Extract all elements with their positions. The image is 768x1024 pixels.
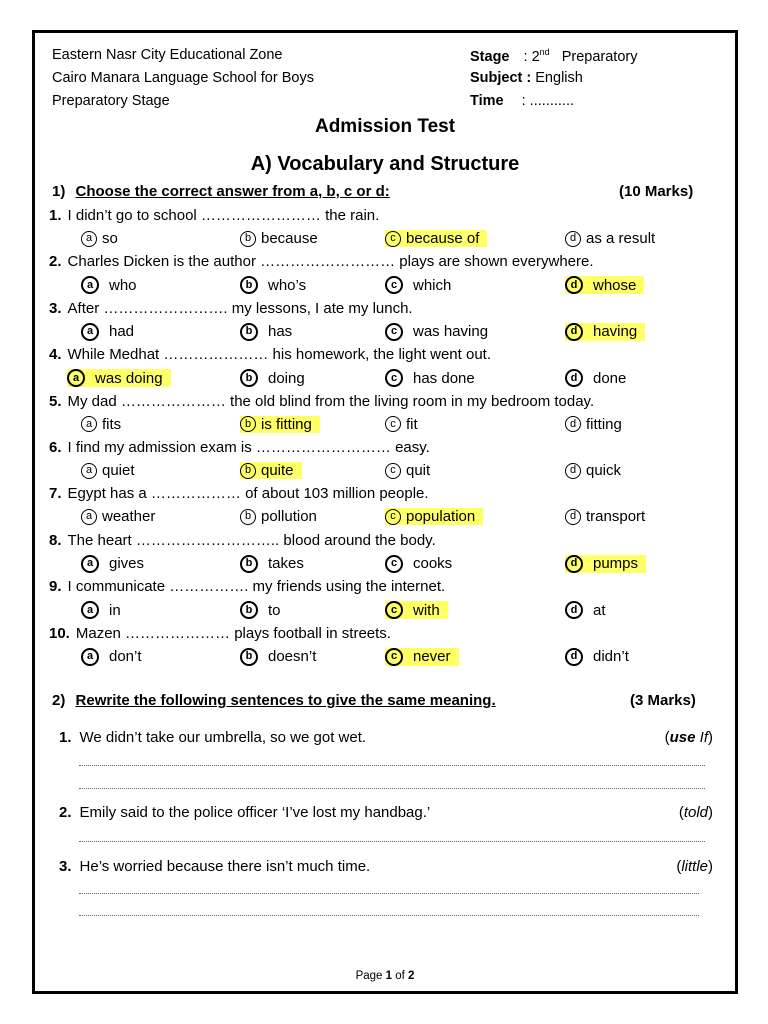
option-letter-circle: d: [565, 509, 581, 525]
option-text: because of: [406, 230, 480, 247]
option-text: quick: [586, 462, 622, 479]
option-letter-circle: b: [240, 555, 258, 573]
option-text: has done: [413, 369, 475, 387]
question-7-option-d[interactable]: [565, 508, 645, 525]
option-text: quite: [261, 462, 294, 479]
option-letter-circle: c: [385, 648, 403, 666]
section-a-title: A) Vocabulary and Structure: [250, 153, 520, 175]
question-text: I find my admission exam is ……………………… easy.: [67, 439, 430, 456]
page-footer: [35, 970, 735, 982]
option-letter-circle: b: [240, 416, 256, 432]
rewrite-hint-part: told: [683, 804, 708, 821]
option-text: doesn’t: [268, 648, 317, 666]
question-text: Charles Dicken is the author ……………………… plays are shown everywhere.: [67, 253, 594, 271]
question-6-option-c[interactable]: [385, 462, 430, 479]
option-text: pumps: [593, 555, 639, 573]
question-3-option-a[interactable]: [81, 323, 134, 341]
question-text: Mazen ………………… plays football in streets.: [75, 624, 391, 642]
question-number: 7.: [49, 485, 62, 503]
part2-num: 2): [52, 692, 66, 709]
option-letter-circle: d: [565, 648, 583, 666]
question-7: [49, 485, 429, 502]
option-text: cooks: [413, 555, 453, 573]
question-5: [49, 393, 594, 410]
question-5-option-a[interactable]: [81, 416, 121, 433]
stage-sup: nd: [539, 47, 550, 57]
page-title: Admission Test: [314, 116, 456, 137]
option-letter-circle: d: [565, 463, 581, 479]
question-1-option-c[interactable]: [385, 230, 487, 247]
option-letter-circle: d: [565, 555, 583, 573]
question-number: 9.: [49, 578, 62, 596]
option-text: to: [268, 601, 281, 619]
option-text: fitting: [586, 415, 622, 433]
option-letter-circle: a: [81, 323, 99, 341]
stage-value: : 2: [523, 48, 540, 65]
option-text: done: [593, 369, 627, 387]
option-letter-circle: b: [240, 648, 258, 666]
question-3: [49, 300, 413, 317]
question-text: After ……………………. my lessons, I ate my lunch.: [67, 299, 413, 317]
option-text: has: [268, 323, 293, 341]
option-text: was doing: [95, 369, 163, 387]
part2-text: Rewrite the following sentences to give the same meaning.: [75, 692, 496, 709]
footer-of-word: of: [395, 970, 405, 982]
question-5-option-b[interactable]: [240, 416, 320, 433]
question-1: [49, 207, 379, 224]
question-1-option-d[interactable]: [565, 230, 655, 247]
rewrite-hint-part: ): [708, 729, 713, 746]
question-8-option-b[interactable]: [240, 555, 304, 573]
option-text: having: [593, 323, 638, 341]
option-letter-circle: b: [240, 601, 258, 619]
option-letter-circle: c: [385, 555, 403, 573]
question-4: [49, 346, 491, 363]
question-number: 6.: [49, 439, 62, 456]
option-letter-circle: b: [240, 509, 256, 525]
question-4-option-d[interactable]: [565, 369, 626, 387]
question-number: 5.: [49, 392, 62, 410]
question-text: My dad ………………… the old blind from the living room in my bedroom today.: [67, 392, 595, 410]
question-10-option-d[interactable]: [565, 648, 629, 666]
question-7-option-b[interactable]: [240, 508, 317, 525]
option-text: doing: [268, 369, 305, 387]
question-3-option-c[interactable]: [385, 323, 488, 341]
question-1-option-a[interactable]: [81, 230, 118, 247]
question-text: I didn’t go to school …………………… the rain.: [67, 207, 380, 224]
question-10-option-a[interactable]: [81, 648, 142, 666]
question-number: 3.: [49, 299, 62, 317]
rewrite-number: 2.: [59, 804, 72, 821]
option-letter-circle: c: [385, 323, 403, 341]
option-letter-circle: b: [240, 323, 258, 341]
rewrite-number: 1.: [59, 729, 72, 746]
answer-line[interactable]: [79, 841, 705, 842]
option-text: which: [413, 276, 452, 294]
question-number: 10.: [49, 624, 70, 642]
rewrite-3: [59, 858, 370, 875]
option-text: gives: [109, 555, 145, 573]
school-text: Cairo Manara Language School for Boys: [52, 70, 314, 86]
option-text: pollution: [261, 508, 317, 526]
option-text: takes: [268, 555, 304, 573]
question-7-option-c[interactable]: [385, 508, 483, 525]
rewrite-1: [59, 729, 366, 746]
option-letter-circle: d: [565, 601, 583, 619]
question-2-option-a[interactable]: [81, 276, 137, 294]
question-5-option-c[interactable]: [385, 416, 418, 433]
option-letter-circle: a: [81, 601, 99, 619]
stage-label: Stage: [470, 48, 510, 65]
question-9-option-a[interactable]: [81, 601, 121, 619]
question-6: [49, 439, 430, 456]
option-letter-circle: c: [385, 416, 401, 432]
option-text: in: [109, 601, 121, 619]
question-text: While Medhat ………………… his homework, the light went out.: [67, 346, 492, 364]
question-8-option-d[interactable]: [565, 555, 646, 573]
rewrite-hint-part: little: [681, 858, 708, 875]
rewrite-hint-part: If: [695, 729, 708, 746]
rewrite-hint-part: (: [664, 729, 670, 746]
option-letter-circle: c: [385, 463, 401, 479]
option-letter-circle: c: [385, 601, 403, 619]
option-letter-circle: a: [67, 369, 85, 387]
question-6-option-d[interactable]: [565, 462, 621, 479]
question-number: 4.: [49, 346, 62, 364]
option-letter-circle: d: [565, 416, 581, 432]
question-text: Egypt has a ……………… of about 103 million people.: [67, 485, 429, 503]
option-letter-circle: b: [240, 231, 256, 247]
answer-line[interactable]: [79, 915, 699, 916]
rewrite-hint: [665, 729, 713, 746]
rewrite-hint-part: (: [678, 804, 684, 821]
option-text: who’s: [268, 276, 307, 294]
option-text: was having: [413, 323, 489, 341]
rewrite-hint: [676, 858, 713, 875]
footer-page-num: 1: [385, 970, 393, 982]
rewrite-hint-part: ): [708, 804, 713, 821]
option-letter-circle: d: [565, 276, 583, 294]
rewrite-sentence: We didn’t take our umbrella, so we got wet.: [79, 729, 367, 746]
question-3-option-d[interactable]: [565, 323, 645, 341]
rewrite-sentence: Emily said to the police officer ‘I’ve lost my handbag.’: [79, 804, 431, 821]
option-text: fit: [406, 415, 418, 433]
question-4-option-b[interactable]: [240, 369, 305, 387]
option-letter-circle: c: [385, 369, 403, 387]
subject-value: English: [535, 70, 583, 86]
time-value: : ...........: [521, 93, 574, 109]
option-letter-circle: c: [385, 276, 403, 294]
question-8-option-a[interactable]: [81, 555, 144, 573]
footer-page-word: Page: [355, 970, 383, 982]
stage-field: [470, 47, 637, 65]
question-2-option-c[interactable]: [385, 276, 451, 294]
option-letter-circle: a: [81, 231, 97, 247]
question-8: [49, 532, 436, 549]
option-text: at: [593, 601, 606, 619]
question-9: [49, 578, 445, 595]
option-letter-circle: a: [81, 555, 99, 573]
question-2: [49, 253, 594, 270]
rewrite-2: [59, 804, 430, 821]
option-letter-circle: b: [240, 369, 258, 387]
answer-line[interactable]: [79, 788, 705, 789]
option-letter-circle: d: [565, 369, 583, 387]
option-text: who: [109, 276, 137, 294]
question-1-option-b[interactable]: [240, 230, 318, 247]
part1-marks: (10 Marks): [619, 183, 694, 200]
rewrite-sentence: He’s worried because there isn’t much time.: [79, 858, 371, 875]
stage-value2: Preparatory: [561, 48, 638, 65]
question-4-option-c[interactable]: [385, 369, 475, 387]
option-text: because: [261, 230, 318, 247]
option-text: fits: [102, 415, 122, 433]
rewrite-hint-part: ): [708, 858, 713, 875]
question-5-option-d[interactable]: [565, 416, 622, 433]
option-letter-circle: d: [565, 231, 581, 247]
option-text: never: [413, 648, 451, 666]
question-4-option-a[interactable]: [67, 369, 171, 387]
question-text: The heart ……………………….. blood around the body.: [67, 531, 436, 549]
part1-instruction: [52, 183, 390, 200]
option-letter-circle: a: [81, 648, 99, 666]
option-text: don’t: [109, 648, 142, 666]
part1-num: 1): [52, 183, 66, 200]
question-8-option-c[interactable]: [385, 555, 452, 573]
question-6-option-b[interactable]: [240, 462, 302, 479]
question-text: I communicate ……………. my friends using the internet.: [67, 578, 446, 596]
footer-page-total: 2: [408, 970, 415, 982]
option-text: with: [413, 601, 440, 619]
rewrite-hint-part: (: [676, 858, 682, 875]
exam-page: [32, 30, 738, 994]
option-letter-circle: a: [81, 509, 97, 525]
question-10-option-b[interactable]: [240, 648, 316, 666]
option-text: didn’t: [593, 648, 629, 666]
question-10: [49, 625, 391, 642]
option-letter-circle: b: [240, 463, 256, 479]
rewrite-hint: [679, 804, 713, 821]
option-text: weather: [102, 508, 156, 526]
question-10-option-c[interactable]: [385, 648, 459, 666]
option-letter-circle: c: [385, 231, 401, 247]
question-9-option-b[interactable]: [240, 601, 281, 619]
option-text: whose: [593, 276, 637, 294]
option-text: population: [406, 508, 476, 526]
question-number: 2.: [49, 253, 62, 271]
part2-instruction: [52, 692, 496, 709]
stage-line-text: Preparatory Stage: [52, 93, 170, 109]
option-text: as a result: [586, 230, 656, 247]
option-letter-circle: d: [565, 323, 583, 341]
option-letter-circle: a: [81, 416, 97, 432]
question-2-option-d[interactable]: [565, 276, 644, 294]
subject-field: [470, 70, 583, 86]
option-letter-circle: a: [81, 276, 99, 294]
option-text: so: [102, 230, 118, 247]
time-label: Time: [470, 93, 504, 109]
option-text: is fitting: [261, 415, 312, 433]
time-field: [470, 93, 574, 109]
option-text: had: [109, 323, 135, 341]
option-text: quit: [406, 462, 431, 479]
question-9-option-c[interactable]: [385, 601, 448, 619]
question-6-option-a[interactable]: [81, 462, 135, 479]
part1-text: Choose the correct answer from a, b, c or d:: [75, 183, 390, 200]
question-number: 8.: [49, 531, 62, 549]
part2-marks: (3 Marks): [630, 692, 696, 709]
option-text: transport: [586, 508, 646, 526]
answer-line[interactable]: [79, 893, 699, 894]
question-2-option-b[interactable]: [240, 276, 306, 294]
option-letter-circle: c: [385, 509, 401, 525]
question-9-option-d[interactable]: [565, 601, 606, 619]
rewrite-hint-part: use: [669, 729, 696, 746]
answer-line[interactable]: [79, 765, 705, 766]
subject-label: Subject :: [470, 70, 532, 86]
option-letter-circle: b: [240, 276, 258, 294]
question-3-option-b[interactable]: [240, 323, 292, 341]
option-letter-circle: a: [81, 463, 97, 479]
question-7-option-a[interactable]: [81, 508, 155, 525]
zone-text: Eastern Nasr City Educational Zone: [52, 47, 283, 63]
rewrite-number: 3.: [59, 858, 72, 875]
question-number: 1.: [49, 207, 62, 224]
option-text: quiet: [102, 462, 135, 479]
